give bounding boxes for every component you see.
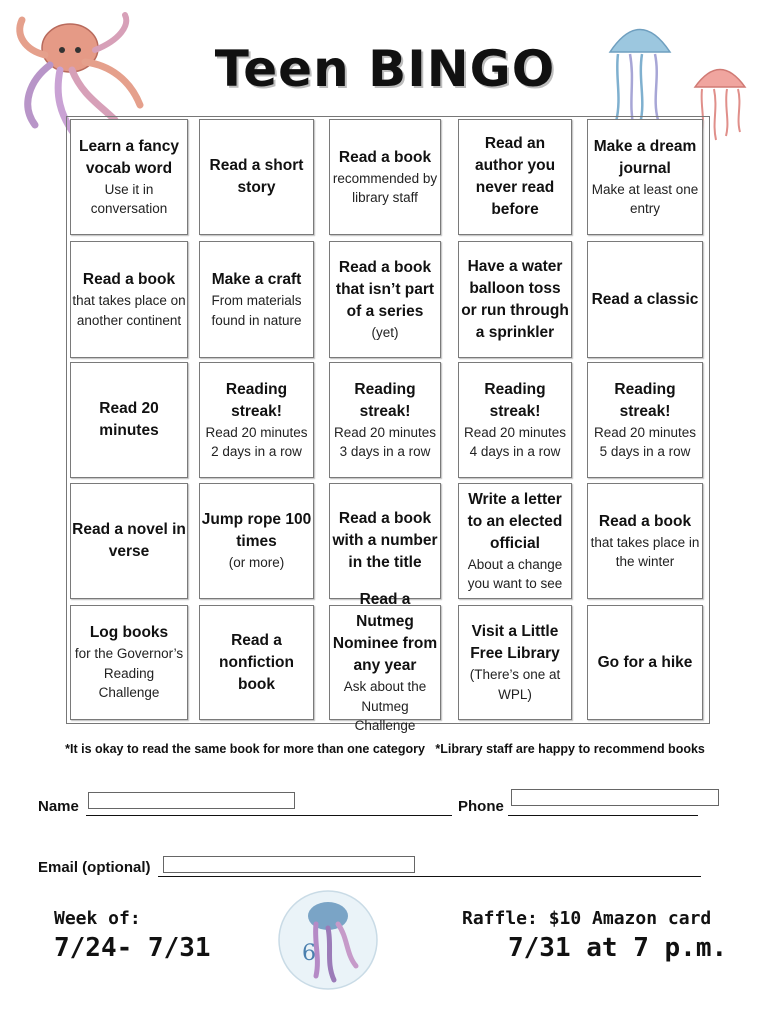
name-label: Name — [38, 798, 79, 815]
bingo-cell[interactable] — [587, 605, 703, 720]
bingo-cell[interactable] — [458, 241, 572, 358]
bingo-cell[interactable] — [70, 483, 188, 599]
bingo-cell[interactable] — [587, 119, 703, 235]
cell-main-text: Learn a fancy vocab word — [79, 137, 179, 177]
raffle-date: 7/31 at 7 p.m. — [508, 933, 728, 963]
cell-main-text: Read a short story — [209, 157, 304, 196]
cell-main-text: Read a book — [598, 512, 692, 530]
cell-main-text: Read a book that isn’t part of a series — [335, 258, 435, 320]
cell-sub-text: Make at least one entry — [591, 181, 699, 216]
email-underline — [158, 876, 701, 877]
bingo-cell[interactable] — [70, 119, 188, 235]
cell-main-text: Reading streak! — [354, 380, 416, 420]
bingo-cell[interactable] — [329, 483, 441, 599]
cell-sub-text: Read 20 minutes 3 days in a row — [333, 424, 437, 459]
cell-main-text: Have a water balloon toss or run through a sprinkler — [461, 257, 569, 341]
cell-main-text: Reading streak! — [484, 380, 546, 420]
page-title: Teen BINGO — [214, 40, 556, 98]
bingo-cell[interactable] — [458, 119, 572, 235]
name-input[interactable] — [88, 792, 295, 809]
cell-sub-text: for the Governor’s Reading Challenge — [74, 646, 184, 701]
bingo-cell[interactable] — [199, 362, 314, 478]
email-label: Email (optional) — [38, 859, 151, 876]
week-badge-illustration — [276, 888, 380, 992]
bingo-cell[interactable] — [329, 241, 441, 358]
cell-main-text: Write a letter to an elected official — [467, 490, 563, 552]
bingo-cell[interactable] — [199, 119, 314, 235]
bingo-cell[interactable] — [458, 483, 572, 599]
cell-main-text: Go for a hike — [597, 653, 693, 671]
bingo-cell[interactable] — [70, 605, 188, 720]
bingo-cell[interactable] — [329, 591, 441, 734]
bingo-cell[interactable] — [587, 362, 703, 478]
cell-main-text: Read a classic — [591, 290, 699, 308]
cell-sub-text: that takes place on another continent — [72, 293, 186, 328]
footnote: *It is okay to read the same book for more than one category *Library staff are happy to recommend books — [65, 742, 705, 756]
name-underline — [86, 815, 452, 816]
cell-main-text: Read a book with a number in the title — [332, 510, 438, 571]
cell-main-text: Reading streak! — [225, 380, 288, 420]
cell-main-text: Visit a Little Free Library — [470, 623, 560, 662]
bingo-cell[interactable] — [199, 605, 314, 720]
bingo-cell[interactable] — [199, 241, 314, 358]
week-label: Week of: — [54, 908, 141, 929]
cell-sub-text: recommended by library staff — [332, 170, 438, 205]
cell-sub-text: Read 20 minutes 2 days in a row — [205, 424, 308, 459]
cell-main-text: Read a book — [338, 148, 432, 166]
cell-sub-text: (yet) — [371, 324, 399, 340]
cell-sub-text: Ask about the Nutmeg Challenge — [343, 679, 427, 734]
bingo-cell[interactable] — [458, 362, 572, 478]
bingo-cell[interactable] — [70, 241, 188, 358]
bingo-cell[interactable] — [199, 483, 314, 599]
bingo-cell[interactable] — [458, 605, 572, 720]
cell-sub-text: From materials found in nature — [211, 293, 302, 328]
bingo-cell[interactable] — [70, 362, 188, 478]
cell-sub-text: Read 20 minutes 4 days in a row — [463, 424, 567, 459]
raffle-label: Raffle: $10 Amazon card — [462, 908, 712, 929]
cell-main-text: Read a Nutmeg Nominee from any year — [332, 591, 438, 675]
phone-underline — [508, 815, 698, 816]
phone-input[interactable] — [511, 789, 719, 806]
week-number: 6 — [302, 941, 316, 966]
bingo-grid — [66, 116, 710, 734]
cell-main-text: Jump rope 100 times — [201, 511, 312, 551]
cell-main-text: Read an author you never read before — [474, 135, 556, 218]
cell-main-text: Make a craft — [211, 271, 302, 288]
cell-main-text: Reading streak! — [614, 380, 676, 420]
phone-label: Phone — [458, 798, 504, 815]
cell-main-text: Read 20 minutes — [99, 400, 159, 439]
cell-main-text: Log books — [89, 624, 169, 642]
cell-main-text: Make a dream journal — [593, 137, 697, 177]
cell-main-text: Read a book — [82, 271, 176, 288]
cell-sub-text: Use it in conversation — [90, 181, 168, 216]
cell-sub-text: (or more) — [228, 555, 285, 571]
cell-main-text: Read a novel in verse — [72, 521, 186, 560]
bingo-cell[interactable] — [329, 119, 441, 235]
cell-main-text: Read a nonfiction book — [219, 631, 294, 693]
cell-sub-text: that takes place in the winter — [590, 534, 700, 569]
bingo-cell[interactable] — [587, 241, 703, 358]
cell-sub-text: Read 20 minutes 5 days in a row — [593, 424, 697, 459]
bingo-cell[interactable] — [587, 483, 703, 599]
bingo-cell[interactable] — [329, 362, 441, 478]
email-input[interactable] — [163, 856, 415, 873]
cell-sub-text: (There’s one at WPL) — [469, 667, 561, 702]
week-dates: 7/24- 7/31 — [54, 933, 211, 963]
cell-sub-text: About a change you want to see — [467, 556, 563, 591]
